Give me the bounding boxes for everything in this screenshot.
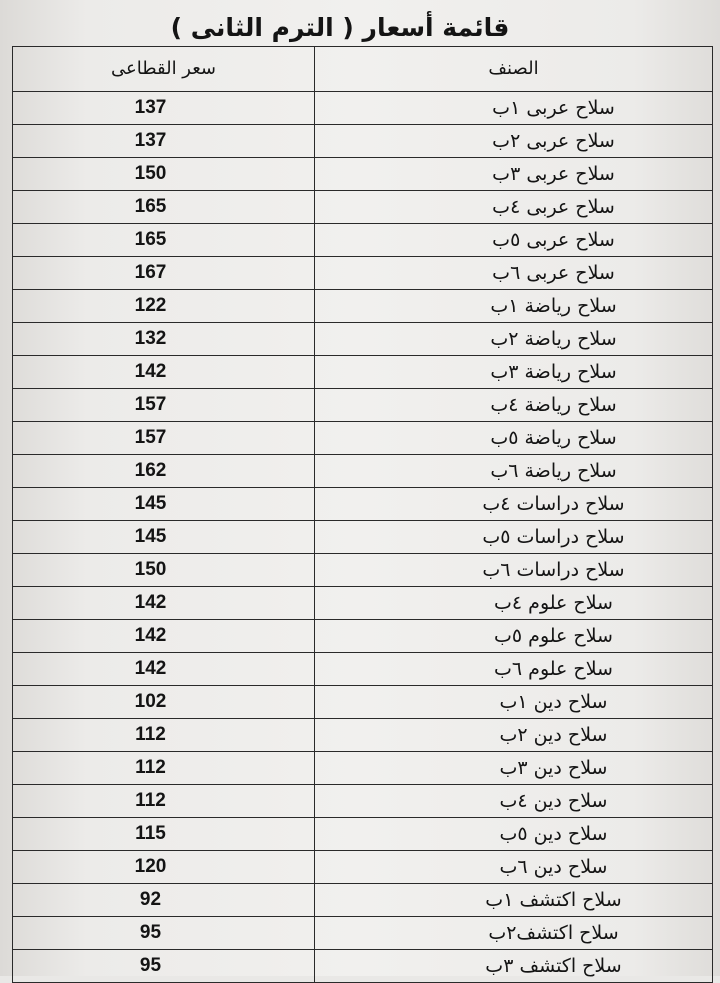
- table-row: [13, 224, 713, 257]
- item-cell: سلاح رياضة ٣ب: [315, 356, 713, 389]
- table-row: [13, 554, 713, 587]
- table-row: [13, 884, 713, 917]
- table-row: [13, 917, 713, 950]
- table-row: [13, 785, 713, 818]
- table-row: [13, 92, 713, 125]
- price-cell: 165: [13, 191, 315, 224]
- item-cell: سلاح عربى ٢ب: [315, 125, 713, 158]
- price-cell: 112: [13, 752, 315, 785]
- item-cell: سلاح دين ١ب: [315, 686, 713, 719]
- item-cell: سلاح اكتشف ١ب: [315, 884, 713, 917]
- item-cell: سلاح دراسات ٦ب: [315, 554, 713, 587]
- table-row: [13, 257, 713, 290]
- price-cell: 145: [13, 521, 315, 554]
- price-cell: 142: [13, 356, 315, 389]
- price-cell: 142: [13, 587, 315, 620]
- table-body: [13, 92, 713, 983]
- item-cell: سلاح دراسات ٥ب: [315, 521, 713, 554]
- price-cell: 157: [13, 422, 315, 455]
- table-row: [13, 521, 713, 554]
- price-cell: 115: [13, 818, 315, 851]
- table-row: [13, 191, 713, 224]
- table-row: [13, 752, 713, 785]
- table-row: [13, 125, 713, 158]
- item-cell: سلاح دين ٤ب: [315, 785, 713, 818]
- price-cell: 102: [13, 686, 315, 719]
- item-cell: سلاح رياضة ٥ب: [315, 422, 713, 455]
- item-cell: سلاح علوم ٦ب: [315, 653, 713, 686]
- item-cell: سلاح عربى ٣ب: [315, 158, 713, 191]
- table-row: [13, 356, 713, 389]
- item-cell: سلاح عربى ٤ب: [315, 191, 713, 224]
- table-header-row: [13, 47, 713, 92]
- price-cell: 142: [13, 653, 315, 686]
- table-row: [13, 719, 713, 752]
- item-cell: سلاح رياضة ٤ب: [315, 389, 713, 422]
- item-cell: سلاح اكتشف ٣ب: [315, 950, 713, 983]
- price-cell: 150: [13, 554, 315, 587]
- item-cell: سلاح رياضة ٢ب: [315, 323, 713, 356]
- price-cell: 137: [13, 92, 315, 125]
- price-cell: 122: [13, 290, 315, 323]
- price-cell: 95: [13, 917, 315, 950]
- table-row: [13, 851, 713, 884]
- item-cell: سلاح دين ٥ب: [315, 818, 713, 851]
- price-table: [12, 46, 713, 983]
- table-row: [13, 158, 713, 191]
- item-column-header: الصنف: [315, 47, 713, 92]
- table-row: [13, 422, 713, 455]
- item-cell: سلاح دين ٢ب: [315, 719, 713, 752]
- table-row: [13, 323, 713, 356]
- price-cell: 142: [13, 620, 315, 653]
- item-cell: سلاح علوم ٥ب: [315, 620, 713, 653]
- item-cell: سلاح دين ٣ب: [315, 752, 713, 785]
- item-cell: سلاح اكتشف٢ب: [315, 917, 713, 950]
- page-title: قائمة أسعار ( الترم الثانى ): [170, 13, 510, 42]
- price-cell: 92: [13, 884, 315, 917]
- table-row: [13, 488, 713, 521]
- price-cell: 145: [13, 488, 315, 521]
- price-cell: 132: [13, 323, 315, 356]
- item-cell: سلاح رياضة ٦ب: [315, 455, 713, 488]
- price-cell: 120: [13, 851, 315, 884]
- price-cell: 157: [13, 389, 315, 422]
- table-row: [13, 686, 713, 719]
- price-cell: 95: [13, 950, 315, 983]
- table-row: [13, 455, 713, 488]
- table-row: [13, 389, 713, 422]
- price-column-header: سعر القطاعى: [13, 47, 315, 92]
- item-cell: سلاح عربى ٦ب: [315, 257, 713, 290]
- item-cell: سلاح رياضة ١ب: [315, 290, 713, 323]
- item-cell: سلاح دراسات ٤ب: [315, 488, 713, 521]
- table-row: [13, 587, 713, 620]
- price-cell: 150: [13, 158, 315, 191]
- item-cell: سلاح عربى ١ب: [315, 92, 713, 125]
- table-row: [13, 818, 713, 851]
- item-cell: سلاح دين ٦ب: [315, 851, 713, 884]
- price-cell: 162: [13, 455, 315, 488]
- table-row: [13, 950, 713, 983]
- price-cell: 112: [13, 719, 315, 752]
- price-cell: 167: [13, 257, 315, 290]
- table-row: [13, 290, 713, 323]
- price-cell: 165: [13, 224, 315, 257]
- item-cell: سلاح عربى ٥ب: [315, 224, 713, 257]
- price-cell: 137: [13, 125, 315, 158]
- price-cell: 112: [13, 785, 315, 818]
- item-cell: سلاح علوم ٤ب: [315, 587, 713, 620]
- table-row: [13, 653, 713, 686]
- table-row: [13, 620, 713, 653]
